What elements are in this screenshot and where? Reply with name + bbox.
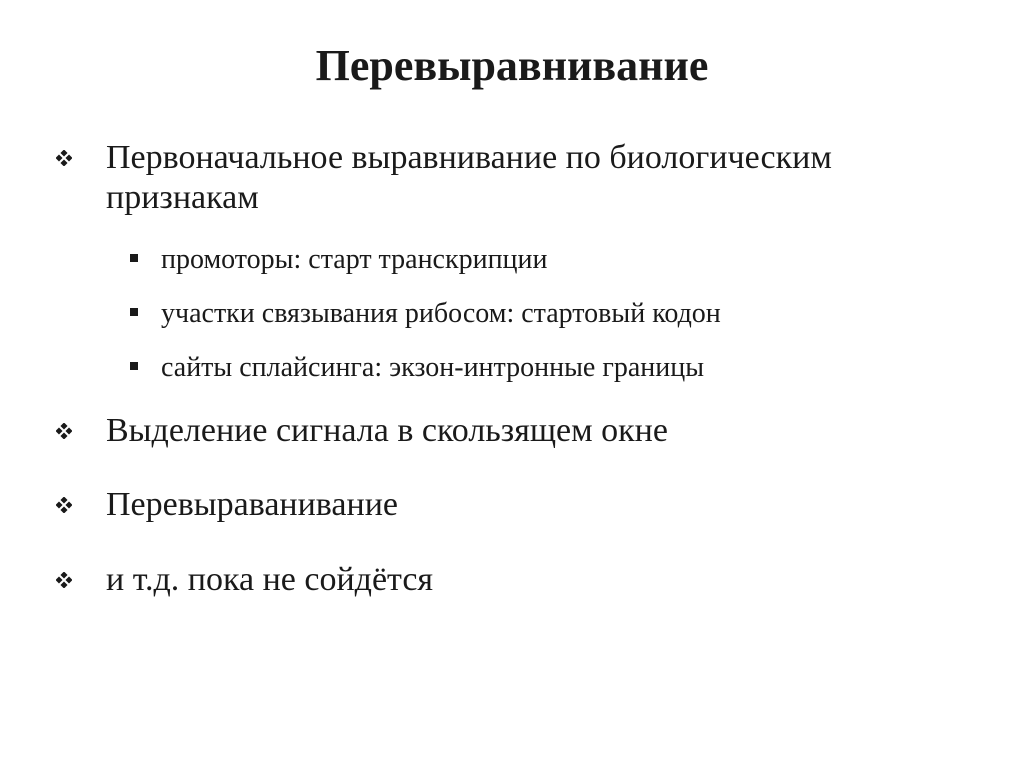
bullet-text: Первоначальное выравнивание по биологическим признакам: [106, 139, 832, 216]
square-bullet-icon: [130, 299, 161, 329]
sub-bullet-item: [130, 353, 970, 383]
sub-bullet-text: участки связывания рибосом: стартовый кодон: [161, 298, 721, 329]
diamond-dots-icon: [56, 411, 106, 451]
square-bullet-icon: [130, 353, 161, 383]
sub-bullet-text: сайты сплайсинга: экзон-интронные границы: [161, 352, 705, 383]
bullet-text: Выделение сигнала в скользящем окне: [106, 412, 668, 449]
bullet-text: и т.д. пока не сойдётся: [106, 561, 434, 598]
square-bullet-icon: [130, 245, 161, 275]
bullet-item: [56, 485, 976, 525]
bullet-item: [56, 138, 976, 218]
sub-bullet-text: промоторы: старт транскрипции: [161, 244, 548, 275]
bullet-item: [56, 560, 976, 600]
diamond-dots-icon: [56, 485, 106, 525]
sub-bullet-item: [130, 245, 970, 275]
bullet-item: [56, 411, 976, 451]
slide-title: Перевыравнивание: [315, 41, 709, 90]
diamond-dots-icon: [56, 560, 106, 600]
bullet-text: Перевыраванивание: [106, 486, 398, 523]
diamond-dots-icon: [56, 138, 106, 178]
sub-bullet-item: [130, 299, 970, 329]
